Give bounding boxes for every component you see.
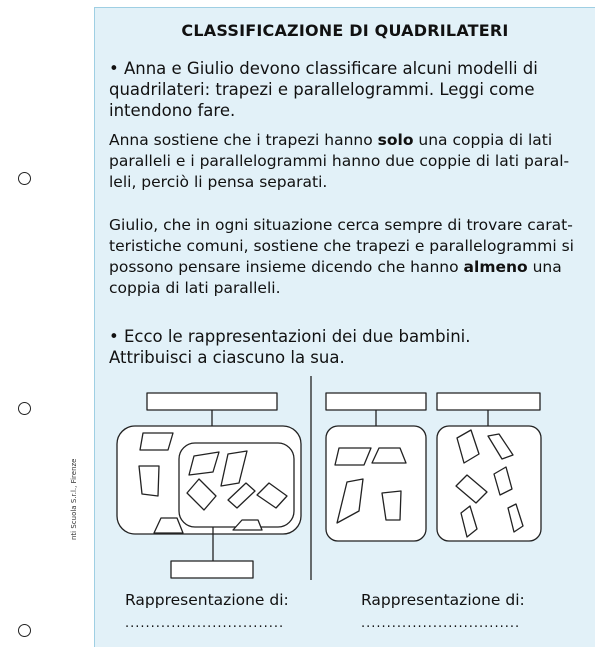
task-text: • Ecco le rappresentazioni dei due bambini. Attribuisci a ciascuno la sua. — [109, 327, 471, 367]
shape-quad — [382, 491, 401, 520]
caption-right: Rappresentazione di: — [361, 591, 525, 609]
shape-quad — [139, 466, 159, 496]
answer-line-right[interactable]: ............................... — [361, 616, 521, 631]
shape-trapezoid — [140, 433, 173, 450]
giulio-paragraph: Giulio, che in ogni situazione cerca sempre di trovare carat-teristiche comuni, sostiene che trapezi e parallelogrammi si possono pensare insieme dicendo che hanno almeno una coppia di lati paralleli. — [109, 216, 574, 297]
shape-trapezoid — [335, 448, 371, 465]
anna-paragraph: Anna sostiene che i trapezi hanno solo una coppia di lati paralleli e i parallelogrammi hanno due coppie di lati paral-leli, perciò li pensa separati. — [109, 131, 570, 191]
right-set-1 — [326, 426, 426, 541]
right-label-box-1 — [326, 393, 426, 410]
inner-label-box — [171, 561, 253, 578]
exercise-panel — [94, 7, 595, 647]
left-label-box — [147, 393, 277, 410]
side-credit: nti Scuola S.r.l., Firenze — [70, 458, 78, 540]
right-set-2 — [437, 426, 541, 541]
right-label-box-2 — [437, 393, 540, 410]
binder-hole-1 — [18, 172, 31, 185]
caption-left: Rappresentazione di: — [125, 591, 289, 609]
binder-hole-3 — [18, 624, 31, 637]
answer-line-left[interactable]: ............................... — [125, 616, 285, 631]
diagram-area — [95, 8, 595, 648]
intro-text: • Anna e Giulio devono classificare alcuni modelli di quadrilateri: trapezi e parallelogrammi. Leggi come intendono fare. — [109, 59, 538, 120]
binder-hole-2 — [18, 402, 31, 415]
page-title: CLASSIFICAZIONE DI QUADRILATERI — [181, 21, 509, 40]
